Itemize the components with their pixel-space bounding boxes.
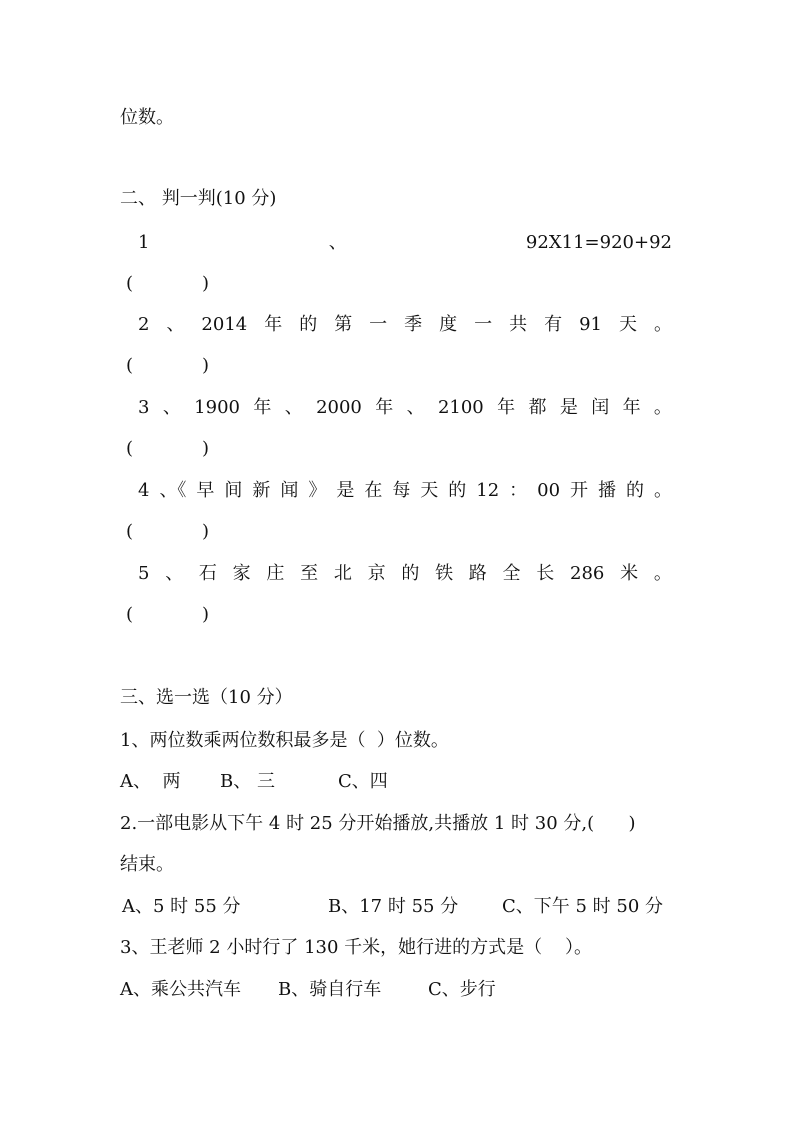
paren-left: ( — [126, 604, 134, 625]
statement-token: 的 — [626, 480, 644, 501]
statement-token: 、 — [166, 314, 185, 335]
statement-token: 天 — [618, 314, 637, 335]
judge-item-5 — [138, 562, 672, 586]
statement-token: 播 — [598, 480, 617, 501]
statement-token: 》 — [308, 480, 327, 501]
q2-option-a: A、5 时 55 分 — [122, 896, 241, 917]
q3-option-c: C、步行 — [428, 979, 496, 1000]
statement-token: 的 — [448, 480, 467, 501]
statement-token: 。 — [653, 314, 672, 335]
statement-token: 度 — [439, 314, 458, 335]
q1-option-c: C、四 — [338, 771, 388, 792]
statement-token: 庄 — [266, 563, 285, 584]
statement-token: 一 — [369, 314, 388, 335]
statement-token: 第 — [334, 314, 353, 335]
q1-option-a: A、 两 — [120, 771, 181, 792]
statement-token: 早 — [196, 480, 215, 501]
judge-item-4 — [138, 479, 672, 503]
statement-token: 92X11=920+92 — [525, 232, 672, 253]
paren-left: ( — [126, 438, 134, 459]
statement-token: 长 — [536, 563, 555, 584]
statement-token: 铁 — [435, 563, 454, 584]
statement-token: 1 — [138, 232, 150, 253]
paren-left: ( — [126, 355, 134, 376]
statement-token: 是 — [559, 397, 578, 418]
statement-token: 闰 — [591, 397, 610, 418]
judge-item-1 — [138, 231, 672, 255]
statement-token: 都 — [528, 397, 547, 418]
statement-token: 年 — [497, 397, 516, 418]
statement-token: 2014 — [201, 314, 248, 335]
statement-token: 路 — [468, 563, 487, 584]
statement-token: 石 — [198, 563, 217, 584]
statement-token: 年 — [622, 397, 641, 418]
statement-token: 。 — [653, 480, 672, 501]
statement-token: 2 — [138, 314, 150, 335]
q3-option-a: A、乘公共汽车 — [120, 979, 241, 1000]
statement-token: 年 — [375, 397, 394, 418]
section-2-heading: 二、 判一判(10 分) — [120, 188, 277, 209]
q3-option-b: B、骑自行车 — [278, 979, 382, 1000]
statement-token: 、 — [284, 397, 303, 418]
judge-item-2 — [138, 313, 672, 337]
section-3-heading: 三、选一选（10 分） — [120, 687, 293, 708]
statement-token: 。 — [653, 563, 672, 584]
statement-token: 京 — [367, 563, 386, 584]
statement-token: 在 — [364, 480, 383, 501]
question-2-options — [0, 895, 793, 919]
q2-option-b: B、17 时 55 分 — [328, 896, 459, 917]
statement-token: 米 — [620, 563, 639, 584]
statement-token: 5 — [138, 563, 150, 584]
statement-token: 、 — [162, 397, 181, 418]
statement-token: 、 — [406, 397, 425, 418]
statement-token: 286 — [570, 563, 605, 584]
statement-token: 2000 — [316, 397, 362, 418]
statement-token: 每 — [392, 480, 411, 501]
paren-right: ) — [202, 521, 210, 542]
question-2-text: 2.一部电影从下午 4 时 25 分开始播放,共播放 1 时 30 分,( ) — [120, 813, 636, 834]
paren-right: ) — [202, 604, 210, 625]
question-1-text: 1、两位数乘两位数积最多是（ ）位数。 — [120, 730, 449, 751]
question-3-text: 3、王老师 2 小时行了 130 千米，她行进的方式是（ ）。 — [120, 937, 593, 958]
paren-left: ( — [126, 521, 134, 542]
statement-token: 12 — [476, 480, 500, 501]
paren-left: ( — [126, 273, 134, 294]
statement-token: 00 — [537, 480, 561, 501]
question-1-options — [0, 770, 793, 794]
statement-token: 有 — [544, 314, 563, 335]
question-2-text-cont: 结束。 — [120, 854, 174, 875]
statement-token: 家 — [232, 563, 251, 584]
statement-token: 天 — [420, 480, 439, 501]
statement-token: 4 — [138, 480, 150, 501]
paren-right: ) — [202, 355, 210, 376]
judge-item-3 — [138, 396, 672, 420]
top-fragment: 位数。 — [120, 107, 174, 128]
statement-token: 年 — [264, 314, 283, 335]
statement-token: 北 — [333, 563, 352, 584]
statement-token: 2100 — [437, 397, 484, 418]
statement-token: 、《 — [159, 480, 187, 501]
q1-option-b: B、 三 — [220, 771, 275, 792]
statement-token: 、 — [328, 232, 347, 253]
statement-token: 一 — [474, 314, 493, 335]
statement-token: 是 — [336, 480, 355, 501]
statement-token: 共 — [509, 314, 528, 335]
statement-token: 开 — [570, 480, 589, 501]
statement-token: 3 — [138, 397, 150, 418]
question-3-options — [0, 978, 793, 1002]
statement-token: 的 — [299, 314, 318, 335]
statement-token: 闻 — [280, 480, 299, 501]
q2-option-c: C、下午 5 时 50 分 — [502, 896, 664, 917]
statement-token: 至 — [300, 563, 319, 584]
statement-token: 的 — [401, 563, 420, 584]
statement-token: 新 — [252, 480, 271, 501]
statement-token: 间 — [224, 480, 243, 501]
statement-token: 。 — [653, 397, 672, 418]
statement-token: ： — [509, 480, 528, 501]
statement-token: 季 — [404, 314, 423, 335]
statement-token: 、 — [165, 563, 184, 584]
paren-right: ) — [202, 273, 210, 294]
statement-token: 全 — [502, 563, 521, 584]
statement-token: 91 — [579, 314, 602, 335]
paren-right: ) — [202, 438, 210, 459]
statement-token: 年 — [253, 397, 272, 418]
statement-token: 1900 — [194, 397, 240, 418]
